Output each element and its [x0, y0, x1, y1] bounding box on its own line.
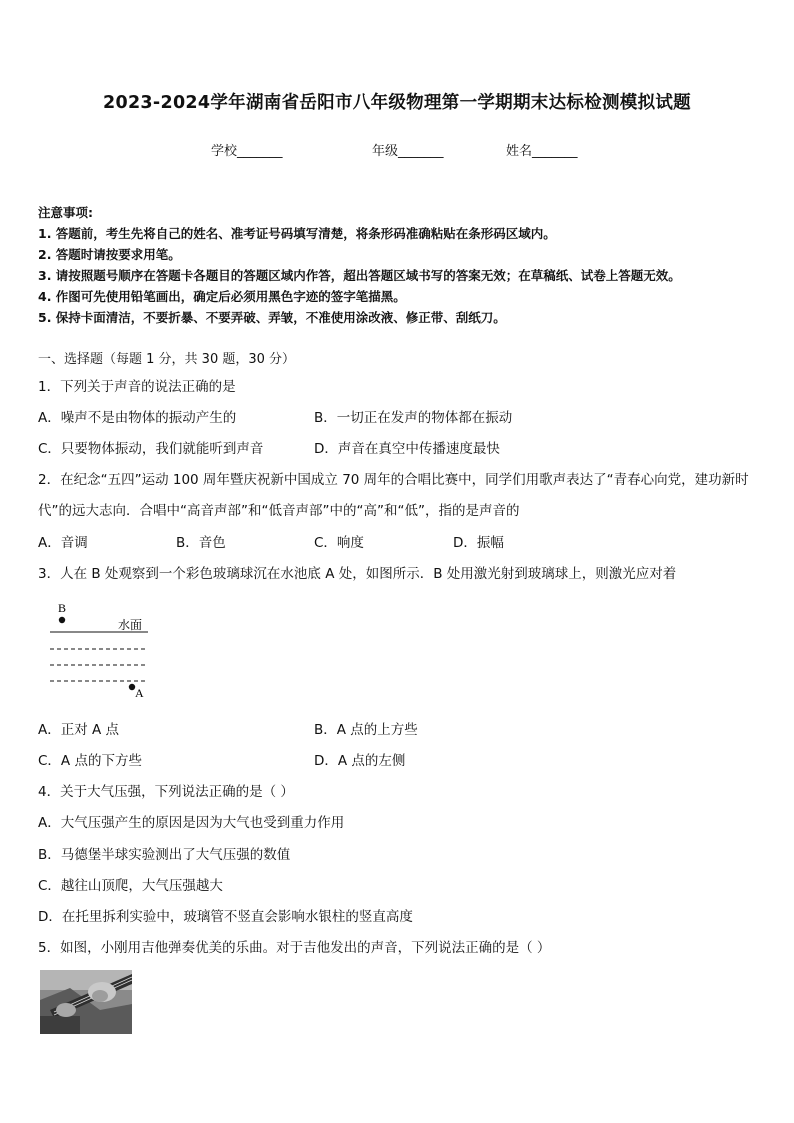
school-field: 学校_______	[211, 144, 283, 159]
point-b-dot	[59, 617, 65, 623]
grade-field: 年级_______	[372, 144, 444, 159]
q1-option-c: C．只要物体振动，我们就能听到声音	[38, 441, 264, 457]
notes-heading: 注意事项:	[38, 205, 93, 220]
note-item: 4. 作图可先使用铅笔画出，确定后必须用黑色字迹的签字笔描黑。	[38, 289, 406, 304]
q3-option-c: C．A 点的下方些	[38, 753, 142, 769]
figure-label-water-surface: 水面	[118, 618, 143, 632]
question-2-stem-line1: 2．在纪念“五四”运动 100 周年暨庆祝新中国成立 70 周年的合唱比赛中，同学们用歌声表达了“青春心向党，建功新时	[38, 472, 749, 488]
note-item: 3. 请按照题号顺序在答题卡各题目的答题区域内作答，超出答题区域书写的答案无效；在草稿纸、试卷上答题无效。	[38, 268, 681, 283]
q4-option-d: D．在托里拆利实验中，玻璃管不竖直会影响水银柱的竖直高度	[38, 909, 413, 925]
q4-option-a: A．大气压强产生的原因是因为大气也受到重力作用	[38, 815, 345, 831]
q2-option-c: C．响度	[314, 535, 364, 551]
q3-option-b: B．A 点的上方些	[314, 722, 418, 738]
note-item: 1. 答题前，考生先将自己的姓名、准考证号码填写清楚，将条形码准确粘贴在条形码区域内。	[38, 226, 556, 241]
question-3-stem: 3．人在 B 处观察到一个彩色玻璃球沉在水池底 A 处，如图所示．B 处用激光射到玻璃球上，则激光应对着	[38, 566, 677, 582]
q2-option-b: B．音色	[176, 535, 226, 551]
q3-option-d: D．A 点的左侧	[314, 753, 406, 769]
q4-option-c: C．越往山顶爬，大气压强越大	[38, 878, 223, 894]
note-item: 5. 保持卡面清洁，不要折暴、不要弄破、弄皱，不准使用涂改液、修正带、刮纸刀。	[38, 310, 506, 325]
name-field: 姓名_______	[506, 144, 578, 159]
figure-label-a: A	[135, 686, 144, 700]
question-2-stem-line2: 代”的远大志向．合唱中“高音声部”和“低音声部”中的“高”和“低”，指的是声音的	[38, 503, 520, 519]
note-item: 2. 答题时请按要求用笔。	[38, 247, 181, 262]
question-4-stem: 4．关于大气压强，下列说法正确的是（ ）	[38, 784, 294, 800]
section-heading: 一、选择题（每题 1 分，共 30 题，30 分）	[38, 352, 296, 367]
q1-option-a: A．噪声不是由物体的振动产生的	[38, 410, 237, 426]
q1-option-d: D．声音在真空中传播速度最快	[314, 441, 500, 457]
q4-option-b: B．马德堡半球实验测出了大气压强的数值	[38, 847, 291, 863]
question-1-stem: 1．下列关于声音的说法正确的是	[38, 379, 236, 395]
q2-option-a: A．音调	[38, 535, 88, 551]
page-title: 2023-2024学年湖南省岳阳市八年级物理第一学期期末达标检测模拟试题	[103, 93, 691, 113]
guitar-player-photo	[40, 970, 132, 1034]
q2-option-d: D．振幅	[453, 535, 504, 551]
water-surface-figure	[48, 600, 153, 700]
q1-option-b: B．一切正在发声的物体都在振动	[314, 410, 513, 426]
question-5-stem: 5．如图，小刚用吉他弹奏优美的乐曲。对于吉他发出的声音，下列说法正确的是（ ）	[38, 940, 551, 956]
q3-option-a: A．正对 A 点	[38, 722, 120, 738]
figure-label-b: B	[58, 601, 67, 615]
